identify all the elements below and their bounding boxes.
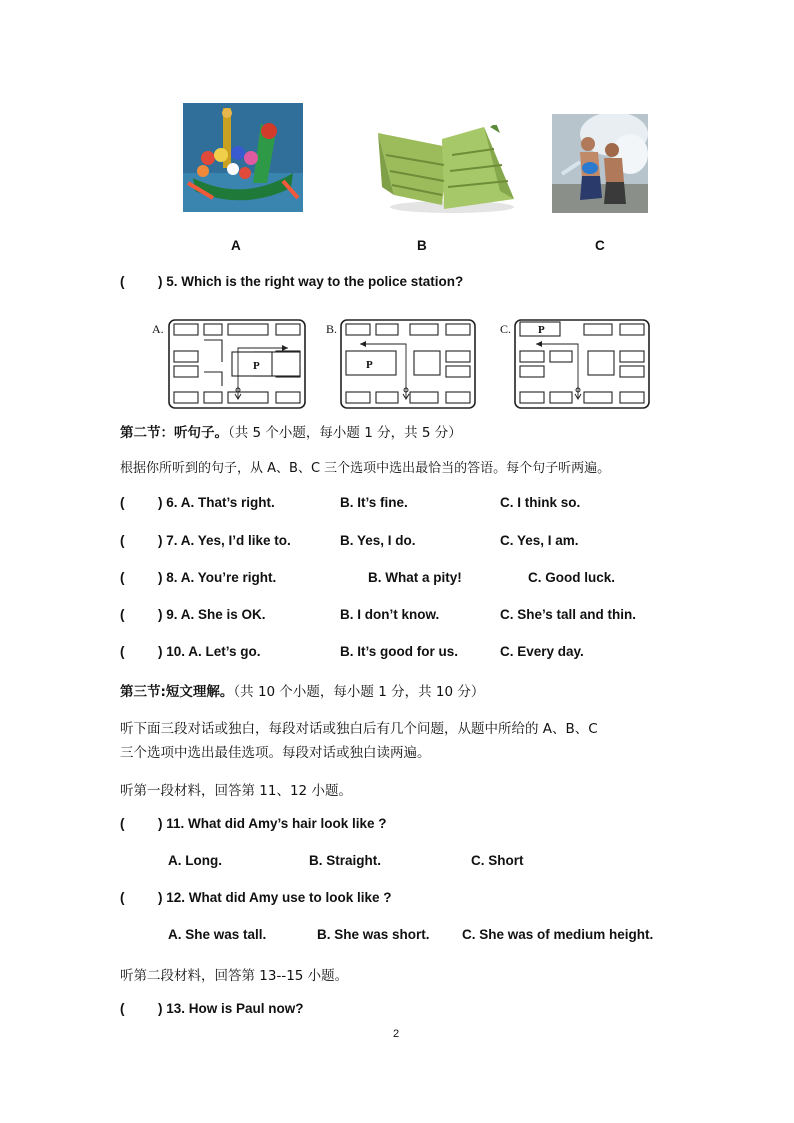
picture-label-a: A bbox=[231, 238, 241, 253]
section-3-heading: 第三节:短文理解。（共 10 个小题，每小题 1 分，共 10 分） bbox=[120, 684, 485, 700]
question-7: ( ) 7. A. Yes, I’d like to. bbox=[120, 533, 291, 548]
part-1-heading: 听第一段材料，回答第 11、12 小题。 bbox=[120, 783, 352, 799]
question-5: ( ) 5. Which is the right way to the police station? bbox=[120, 274, 464, 289]
question-9-option-c: C. She’s tall and thin. bbox=[500, 607, 637, 622]
question-11-option-c: C. Short bbox=[471, 853, 524, 868]
picture-label-b: B bbox=[417, 238, 427, 253]
map-option-b bbox=[324, 318, 484, 410]
map-label-c: C. bbox=[500, 322, 512, 336]
question-11: ( ) 11. What did Amy’s hair look like ? bbox=[120, 816, 387, 831]
question-12-option-c: C. She was of medium height. bbox=[462, 927, 654, 942]
question-7-option-c: C. Yes, I am. bbox=[500, 533, 579, 548]
map-a-p-marker: P bbox=[253, 360, 260, 372]
part-2-heading: 听第二段材料，回答第 13--15 小题。 bbox=[120, 968, 349, 984]
question-11-option-b: B. Straight. bbox=[309, 853, 382, 868]
answer-blank[interactable]: ( bbox=[120, 1001, 125, 1016]
picture-dragon-boat bbox=[183, 103, 303, 212]
question-8: ( ) 8. A. You’re right. bbox=[120, 570, 277, 585]
question-9-option-b: B. I don’t know. bbox=[340, 607, 440, 622]
question-12: ( ) 12. What did Amy use to look like ? bbox=[120, 890, 392, 905]
question-6: ( ) 6. A. That’s right. bbox=[120, 495, 275, 510]
question-8-option-c: C. Good luck. bbox=[528, 570, 616, 585]
section-3-instruction-line-1: 听下面三段对话或独白，每段对话或独白后有几个问题，从题中所给的 A、B、C bbox=[120, 721, 598, 737]
answer-blank[interactable]: ( bbox=[120, 274, 125, 289]
question-7-option-b: B. Yes, I do. bbox=[340, 533, 416, 548]
map-option-c bbox=[498, 318, 658, 410]
picture-zongzi bbox=[372, 125, 520, 213]
answer-blank[interactable]: ( bbox=[120, 644, 125, 659]
section-3-instruction-line-2: 三个选项中选出最佳选项。每段对话或独白读两遍。 bbox=[120, 745, 431, 761]
map-label-b: B. bbox=[326, 322, 338, 336]
page-number: 2 bbox=[393, 1028, 400, 1040]
answer-blank[interactable]: ( bbox=[120, 890, 125, 905]
question-13: ( ) 13. How is Paul now? bbox=[120, 1001, 304, 1016]
section-2-heading: 第二节：听句子。（共 5 个小题，每小题 1 分，共 5 分） bbox=[120, 425, 462, 441]
question-12-option-b: B. She was short. bbox=[317, 927, 430, 942]
question-10-option-b: B. It’s good for us. bbox=[340, 644, 458, 659]
map-b-p-marker: P bbox=[366, 359, 373, 371]
answer-blank[interactable]: ( bbox=[120, 570, 125, 585]
section-2-instruction: 根据你所听到的句子，从 A、B、C 三个选项中选出最恰当的答语。每个句子听两遍。 bbox=[120, 461, 611, 476]
question-10-option-c: C. Every day. bbox=[500, 644, 584, 659]
question-6-option-c: C. I think so. bbox=[500, 495, 581, 510]
map-option-a bbox=[150, 318, 310, 410]
question-8-option-b: B. What a pity! bbox=[368, 570, 462, 585]
map-label-a: A. bbox=[152, 322, 164, 336]
question-12-option-a: A. She was tall. bbox=[168, 927, 267, 942]
question-9: ( ) 9. A. She is OK. bbox=[120, 607, 266, 622]
question-10: ( ) 10. A. Let’s go. bbox=[120, 644, 261, 659]
answer-blank[interactable]: ( bbox=[120, 816, 125, 831]
answer-blank[interactable]: ( bbox=[120, 495, 125, 510]
picture-label-c: C bbox=[595, 238, 605, 253]
question-6-option-b: B. It’s fine. bbox=[340, 495, 408, 510]
picture-water-splashing bbox=[552, 114, 648, 213]
map-c-p-marker: P bbox=[538, 324, 545, 336]
answer-blank[interactable]: ( bbox=[120, 607, 125, 622]
answer-blank[interactable]: ( bbox=[120, 533, 125, 548]
question-11-option-a: A. Long. bbox=[168, 853, 222, 868]
